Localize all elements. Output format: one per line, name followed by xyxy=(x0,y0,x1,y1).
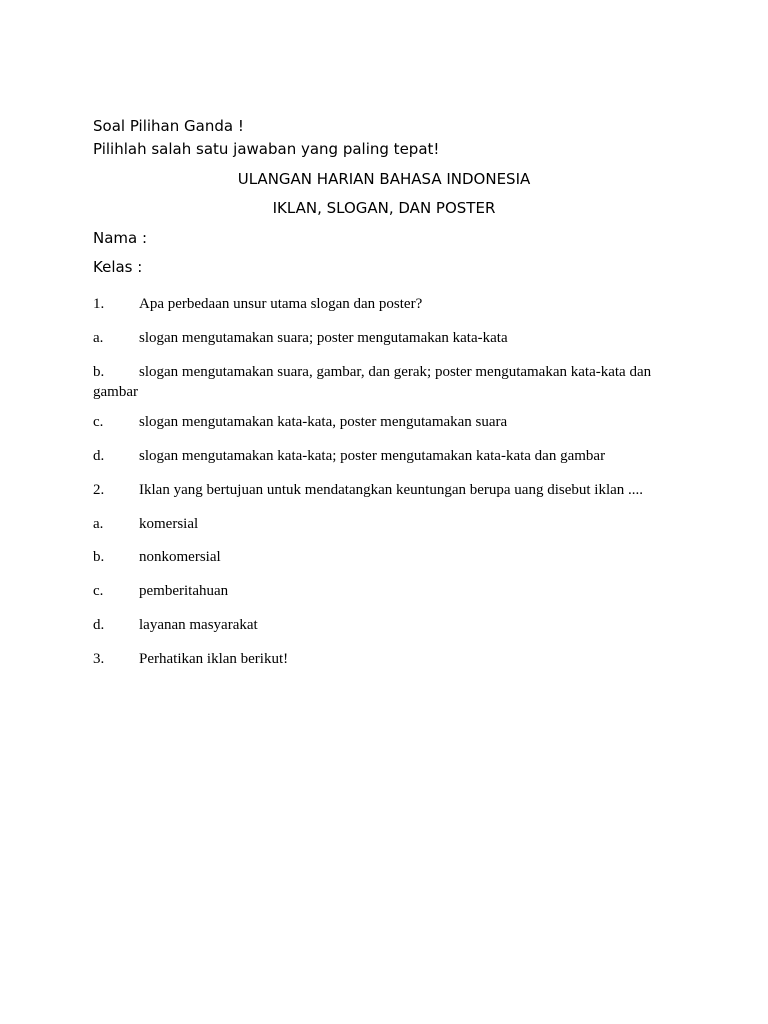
question-marker: 2. xyxy=(93,482,105,498)
option-marker: a. xyxy=(93,330,104,346)
question-text: Perhatikan iklan berikut! xyxy=(139,651,289,667)
option-marker: c. xyxy=(93,414,104,430)
option-marker: b. xyxy=(93,364,105,380)
option-2d xyxy=(93,615,683,635)
question-marker: 3. xyxy=(93,651,105,667)
option-text: slogan mengutamakan kata-kata; poster mengutamakan kata-kata dan gambar xyxy=(139,448,606,464)
kelas-label: Kelas : xyxy=(93,258,143,276)
question-2 xyxy=(93,480,683,500)
option-text: pemberitahuan xyxy=(139,583,229,599)
option-text: nonkomersial xyxy=(139,549,221,565)
option-1d xyxy=(93,446,683,466)
nama-label: Nama : xyxy=(93,229,148,247)
option-marker: b. xyxy=(93,549,105,565)
option-text: slogan mengutamakan suara; poster mengutamakan kata-kata xyxy=(139,330,508,346)
page-subtitle: IKLAN, SLOGAN, DAN POSTER xyxy=(272,199,496,217)
option-2a xyxy=(93,514,683,534)
question-marker: 1. xyxy=(93,296,105,312)
option-text: komersial xyxy=(139,516,199,532)
option-1c xyxy=(93,412,683,432)
option-marker: d. xyxy=(93,617,105,633)
question-text: Apa perbedaan unsur utama slogan dan poster? xyxy=(139,296,423,312)
option-marker: d. xyxy=(93,448,105,464)
option-text: slogan mengutamakan suara, gambar, dan gerak; poster mengutamakan kata-kata dan gambar xyxy=(93,364,652,400)
option-text: slogan mengutamakan kata-kata, poster mengutamakan suara xyxy=(139,414,508,430)
option-1a xyxy=(93,328,683,348)
option-marker: a. xyxy=(93,516,104,532)
option-2c xyxy=(93,581,683,601)
question-3 xyxy=(93,649,683,669)
option-2b xyxy=(93,547,683,567)
question-1 xyxy=(93,294,683,314)
instruction-text: Pilihlah salah satu jawaban yang paling tepat! xyxy=(93,140,440,158)
instruction-heading: Soal Pilihan Ganda ! xyxy=(93,117,244,135)
option-text: layanan masyarakat xyxy=(139,617,258,633)
option-1b xyxy=(93,362,683,402)
question-text: Iklan yang bertujuan untuk mendatangkan keuntungan berupa uang disebut iklan .... xyxy=(139,482,644,498)
option-marker: c. xyxy=(93,583,104,599)
page-title: ULANGAN HARIAN BAHASA INDONESIA xyxy=(237,170,531,188)
